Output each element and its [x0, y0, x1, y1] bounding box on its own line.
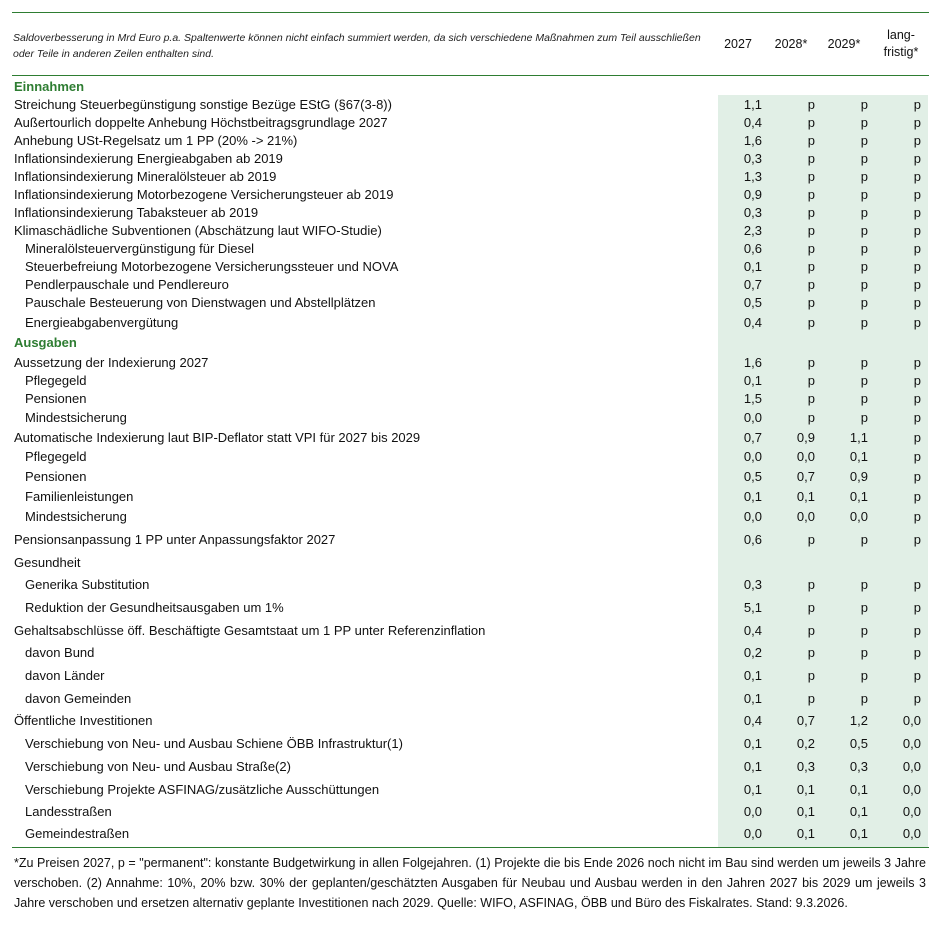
footnote: *Zu Preisen 2027, p = "permanent": konstante Budgetwirkung in allen Folgejahren. (1) Projekte die bis Ende 2026 noch nicht im Bau sind werden um jeweils 3 Jahre verschoben. (2) Annahme: 10%, 20% bzw. 30% der geplanten/geschätzten Ausgaben für Neubau und Ausbau werden in den Jahren 2027 bis 2029 um jeweils 3 Jahre verschoben und ersetzen alternativ geplante Investitionen nach 2029. Quelle: WIFO, ASFINAG, ÖBB und Büro des Fiskalrates. Stand: 9.3.2026.	[14, 856, 926, 910]
table-row	[12, 487, 929, 507]
row-label: Inflationsindexierung Energieabgaben ab 2019	[14, 151, 283, 166]
cell-2028: p	[807, 259, 815, 274]
cell-2027: 0,5	[743, 295, 762, 310]
cell-2027: 0,6	[743, 532, 762, 547]
table-row	[12, 221, 929, 241]
cell-langfristig: p	[913, 355, 921, 370]
table-row	[12, 824, 929, 844]
cell-2028: p	[807, 169, 815, 184]
cell-2029: 0,1	[849, 489, 868, 504]
cell-2029: 0,5	[849, 736, 868, 751]
row-label: davon Bund	[25, 645, 95, 660]
header-rule	[12, 75, 929, 76]
cell-2027: 0,1	[743, 489, 762, 504]
table-row	[12, 802, 929, 822]
row-label: Streichung Steuerbegünstigung sonstige Bezüge EStG (§67(3-8))	[14, 97, 392, 112]
table-row	[12, 553, 929, 573]
cell-2028: 0,0	[796, 449, 815, 464]
cell-2028: 0,1	[796, 804, 815, 819]
cell-2027: 0,9	[743, 187, 762, 202]
cell-2027: 0,1	[743, 259, 762, 274]
row-label: Pendlerpauschale und Pendlereuro	[25, 277, 229, 292]
table-row	[12, 167, 929, 187]
row-label: Gesundheit	[14, 555, 81, 570]
cell-2027: 1,6	[743, 355, 762, 370]
row-label: Verschiebung von Neu- und Ausbau Straße(2)	[25, 759, 291, 774]
row-label: davon Länder	[25, 668, 105, 683]
cell-2028: p	[807, 410, 815, 425]
cell-2028: 0,7	[796, 469, 815, 484]
cell-langfristig: p	[913, 169, 921, 184]
cell-2027: 0,3	[743, 205, 762, 220]
row-label: Landesstraßen	[25, 804, 112, 819]
cell-langfristig: p	[913, 532, 921, 547]
cell-2029: 1,2	[849, 713, 868, 728]
section-header	[12, 77, 929, 97]
table-row	[12, 389, 929, 409]
cell-langfristig: p	[913, 115, 921, 130]
table-row	[12, 530, 929, 550]
cell-langfristig: p	[913, 187, 921, 202]
cell-2029: p	[860, 205, 868, 220]
table-row	[12, 734, 929, 754]
cell-2027: 0,2	[743, 645, 762, 660]
table-row	[12, 428, 929, 448]
cell-langfristig: p	[913, 691, 921, 706]
cell-2028: p	[807, 623, 815, 638]
cell-langfristig: 0,0	[902, 759, 921, 774]
cell-2027: 0,7	[743, 430, 762, 445]
cell-2027: 0,1	[743, 782, 762, 797]
table-row	[12, 666, 929, 686]
cell-2029: p	[860, 295, 868, 310]
cell-langfristig: p	[913, 577, 921, 592]
cell-2029: p	[860, 187, 868, 202]
table-row	[12, 371, 929, 391]
column-header-langfristig-line1: lang-	[887, 28, 915, 42]
column-header-2027: 2027	[724, 37, 752, 51]
cell-2029: p	[860, 410, 868, 425]
cell-langfristig: 0,0	[902, 826, 921, 841]
row-label: Pensionsanpassung 1 PP unter Anpassungsfaktor 2027	[14, 532, 336, 547]
row-label: Ausgaben	[14, 335, 77, 350]
table-header	[12, 14, 929, 76]
cell-2029: 0,1	[849, 826, 868, 841]
cell-2029: 0,1	[849, 782, 868, 797]
cell-2028: p	[807, 600, 815, 615]
cell-2027: 0,1	[743, 668, 762, 683]
cell-2029: p	[860, 373, 868, 388]
cell-2028: 0,9	[796, 430, 815, 445]
cell-2027: 0,1	[743, 373, 762, 388]
cell-2028: p	[807, 241, 815, 256]
cell-langfristig: 0,0	[902, 736, 921, 751]
row-label: Inflationsindexierung Mineralölsteuer ab 2019	[14, 169, 277, 184]
cell-langfristig: 0,0	[902, 804, 921, 819]
cell-2028: p	[807, 668, 815, 683]
cell-langfristig: p	[913, 645, 921, 660]
cell-2029: 0,0	[849, 509, 868, 524]
row-label: Familienleistungen	[25, 489, 134, 504]
cell-langfristig: p	[913, 391, 921, 406]
table-row	[12, 257, 929, 277]
row-label: Generika Substitution	[25, 577, 150, 592]
cell-langfristig: p	[913, 509, 921, 524]
cell-2027: 1,5	[743, 391, 762, 406]
cell-langfristig: p	[913, 430, 921, 445]
column-header-langfristig-line2: fristig*	[883, 45, 919, 59]
cell-2028: p	[807, 133, 815, 148]
cell-2027: 1,3	[743, 169, 762, 184]
cell-2029: p	[860, 315, 868, 330]
table-row	[12, 131, 929, 151]
table-row	[12, 447, 929, 467]
cell-2029: p	[860, 577, 868, 592]
table-row	[12, 293, 929, 313]
row-label: Pflegegeld	[25, 373, 87, 388]
cell-2028: p	[807, 645, 815, 660]
cell-2027: 5,1	[743, 600, 762, 615]
cell-langfristig: 0,0	[902, 782, 921, 797]
cell-langfristig: p	[913, 449, 921, 464]
cell-2029: p	[860, 241, 868, 256]
row-label: Gemeindestraßen	[25, 826, 130, 841]
cell-langfristig: p	[913, 259, 921, 274]
column-header-2028: 2028*	[774, 37, 808, 51]
table-row	[12, 643, 929, 663]
table-row	[12, 203, 929, 223]
cell-2028: 0,1	[796, 489, 815, 504]
table-row	[12, 239, 929, 259]
row-label: Öffentliche Investitionen	[14, 713, 153, 728]
table-row	[12, 621, 929, 641]
cell-2029: p	[860, 277, 868, 292]
row-label: Verschiebung von Neu- und Ausbau Schiene ÖBB Infrastruktur(1)	[25, 736, 403, 751]
cell-langfristig: p	[913, 623, 921, 638]
table-row	[12, 575, 929, 595]
row-label: Klimaschädliche Subventionen (Abschätzung laut WIFO-Studie)	[14, 223, 382, 238]
cell-2029: p	[860, 355, 868, 370]
cell-2027: 1,6	[743, 133, 762, 148]
row-label: Steuerbefreiung Motorbezogene Versicherungssteuer und NOVA	[25, 259, 399, 274]
cell-2029: p	[860, 97, 868, 112]
cell-2029: p	[860, 223, 868, 238]
table-row	[12, 507, 929, 527]
cell-2029: p	[860, 691, 868, 706]
row-label: Mindestsicherung	[25, 410, 127, 425]
cell-2029: p	[860, 151, 868, 166]
row-label: Verschiebung Projekte ASFINAG/zusätzliche Ausschüttungen	[25, 782, 380, 797]
table-row	[12, 711, 929, 731]
column-header-langfristig	[873, 27, 929, 61]
cell-2029: p	[860, 532, 868, 547]
cell-langfristig: p	[913, 205, 921, 220]
cell-2027: 0,5	[743, 469, 762, 484]
row-label: Automatische Indexierung laut BIP-Deflator statt VPI für 2027 bis 2029	[14, 430, 421, 445]
cell-langfristig: p	[913, 469, 921, 484]
cell-2029: p	[860, 133, 868, 148]
cell-2028: p	[807, 355, 815, 370]
cell-2028: p	[807, 97, 815, 112]
cell-2029: p	[860, 600, 868, 615]
cell-2027: 0,3	[743, 151, 762, 166]
table-note: Saldoverbesserung in Mrd Euro p.a. Spaltenwerte können nicht einfach summiert werden, da sich verschiedene Maßnahmen zum Teil ausschließen oder Teile in anderen Zeilen enthalten sind.	[13, 32, 701, 60]
cell-langfristig: p	[913, 277, 921, 292]
cell-2027: 0,4	[743, 115, 762, 130]
row-label: Pensionen	[25, 391, 87, 406]
table-row	[12, 757, 929, 777]
cell-2028: p	[807, 373, 815, 388]
table-row	[12, 467, 929, 487]
cell-langfristig: p	[913, 241, 921, 256]
cell-2028: p	[807, 187, 815, 202]
row-label: Gehaltsabschlüsse öff. Beschäftigte Gesamtstaat um 1 PP unter Referenzinflation	[14, 623, 486, 638]
cell-langfristig: p	[913, 489, 921, 504]
row-label: Mindestsicherung	[25, 509, 127, 524]
cell-2028: p	[807, 277, 815, 292]
table-row	[12, 275, 929, 295]
cell-2027: 0,0	[743, 804, 762, 819]
cell-2028: 0,3	[796, 759, 815, 774]
row-label: Außertourlich doppelte Anhebung Höchstbeitragsgrundlage 2027	[14, 115, 388, 130]
table-row	[12, 185, 929, 205]
cell-2027: 0,1	[743, 691, 762, 706]
cell-2027: 0,4	[743, 713, 762, 728]
cell-2028: p	[807, 691, 815, 706]
column-header-2029: 2029*	[827, 37, 861, 51]
bottom-rule	[12, 847, 929, 848]
cell-2027: 0,1	[743, 736, 762, 751]
cell-2028: 0,0	[796, 509, 815, 524]
cell-langfristig: p	[913, 151, 921, 166]
cell-2029: p	[860, 391, 868, 406]
cell-langfristig: p	[913, 295, 921, 310]
cell-2028: p	[807, 577, 815, 592]
cell-2027: 0,6	[743, 241, 762, 256]
row-label: Aussetzung der Indexierung 2027	[14, 355, 209, 370]
cell-2027: 0,4	[743, 623, 762, 638]
cell-2028: p	[807, 391, 815, 406]
cell-2029: 0,1	[849, 449, 868, 464]
cell-2029: p	[860, 259, 868, 274]
cell-2028: p	[807, 223, 815, 238]
cell-2027: 0,0	[743, 826, 762, 841]
table-row	[12, 353, 929, 373]
cell-2028: p	[807, 295, 815, 310]
cell-2028: 0,1	[796, 782, 815, 797]
table-row	[12, 598, 929, 618]
cell-2029: p	[860, 668, 868, 683]
section-header	[12, 333, 929, 353]
cell-2028: p	[807, 151, 815, 166]
table-row	[12, 689, 929, 709]
cell-2028: p	[807, 315, 815, 330]
cell-2027: 0,4	[743, 315, 762, 330]
cell-2028: 0,7	[796, 713, 815, 728]
cell-2029: 0,1	[849, 804, 868, 819]
cell-2028: p	[807, 205, 815, 220]
row-label: Energieabgabenvergütung	[25, 315, 179, 330]
cell-2027: 2,3	[743, 223, 762, 238]
row-label: Pensionen	[25, 469, 87, 484]
cell-2027: 0,1	[743, 759, 762, 774]
cell-2027: 0,0	[743, 509, 762, 524]
cell-2027: 0,0	[743, 410, 762, 425]
cell-2028: p	[807, 115, 815, 130]
cell-langfristig: p	[913, 668, 921, 683]
cell-langfristig: 0,0	[902, 713, 921, 728]
row-label: Reduktion der Gesundheitsausgaben um 1%	[25, 600, 284, 615]
cell-2027: 1,1	[743, 97, 762, 112]
row-label: davon Gemeinden	[25, 691, 132, 706]
row-label: Einnahmen	[14, 79, 85, 94]
table-row	[12, 95, 929, 115]
cell-2027: 0,3	[743, 577, 762, 592]
cell-2027: 0,7	[743, 277, 762, 292]
row-label: Pflegegeld	[25, 449, 87, 464]
cell-2029: 0,3	[849, 759, 868, 774]
cell-langfristig: p	[913, 223, 921, 238]
table-row	[12, 408, 929, 428]
cell-2029: p	[860, 645, 868, 660]
cell-2029: 0,9	[849, 469, 868, 484]
cell-langfristig: p	[913, 373, 921, 388]
row-label: Inflationsindexierung Tabaksteuer ab 2019	[14, 205, 259, 220]
top-rule	[12, 12, 929, 13]
cell-2029: p	[860, 169, 868, 184]
cell-2027: 0,0	[743, 449, 762, 464]
cell-2028: 0,2	[796, 736, 815, 751]
cell-langfristig: p	[913, 133, 921, 148]
row-label: Anhebung USt-Regelsatz um 1 PP (20% -> 21%)	[14, 133, 298, 148]
cell-2028: 0,1	[796, 826, 815, 841]
cell-langfristig: p	[913, 600, 921, 615]
row-label: Mineralölsteuervergünstigung für Diesel	[25, 241, 255, 256]
table-row	[12, 149, 929, 169]
table-row	[12, 313, 929, 333]
row-label: Inflationsindexierung Motorbezogene Versicherungsteuer ab 2019	[14, 187, 394, 202]
cell-2029: p	[860, 115, 868, 130]
cell-langfristig: p	[913, 410, 921, 425]
cell-2029: 1,1	[849, 430, 868, 445]
cell-langfristig: p	[913, 97, 921, 112]
cell-2028: p	[807, 532, 815, 547]
cell-langfristig: p	[913, 315, 921, 330]
cell-2029: p	[860, 623, 868, 638]
table-row	[12, 780, 929, 800]
table-row	[12, 113, 929, 133]
row-label: Pauschale Besteuerung von Dienstwagen und Abstellplätzen	[25, 295, 376, 310]
